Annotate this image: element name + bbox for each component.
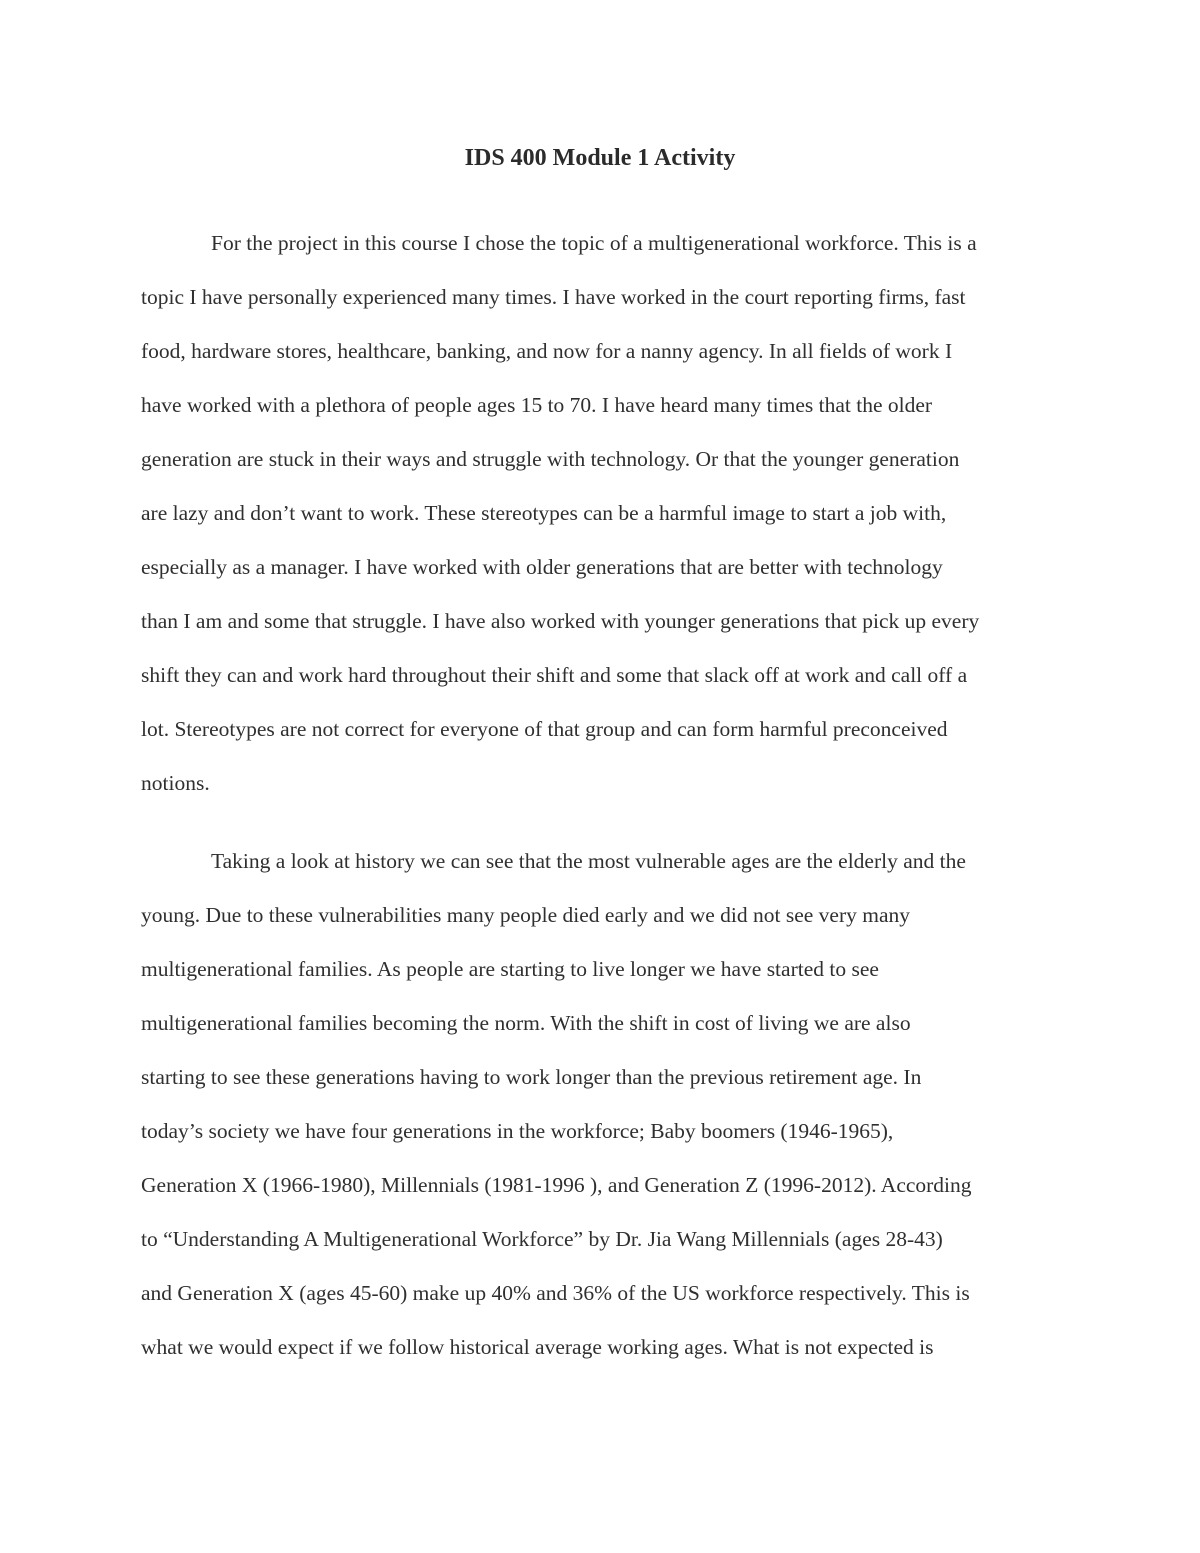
paragraph-1-line-11: notions. [141,771,210,795]
paragraph-2-line-1: Taking a look at history we can see that the most vulnerable ages are the elderly and the [211,849,966,873]
paragraph-2-line-5: starting to see these generations having to work longer than the previous retirement age. In [141,1065,922,1089]
paragraph-1-line-9: shift they can and work hard throughout their shift and some that slack off at work and call off a [141,663,968,687]
paragraph-1-line-4: have worked with a plethora of people ages 15 to 70. I have heard many times that the older [141,393,933,417]
paragraph-1-line-7: especially as a manager. I have worked with older generations that are better with technology [141,555,943,579]
paragraph-1-line-10: lot. Stereotypes are not correct for everyone of that group and can form harmful preconceived [141,717,948,741]
document-title: IDS 400 Module 1 Activity [464,145,736,171]
paragraph-1-line-8: than I am and some that struggle. I have also worked with younger generations that pick up every [141,609,980,633]
paragraph-2-line-9: and Generation X (ages 45-60) make up 40% and 36% of the US workforce respectively. This is [141,1281,970,1305]
paragraph-2-line-6: today’s society we have four generations in the workforce; Baby boomers (1946-1965), [141,1119,894,1143]
paragraph-1-line-2: topic I have personally experienced many times. I have worked in the court reporting firms, fast [141,285,966,309]
paragraph-1-line-6: are lazy and don’t want to work. These stereotypes can be a harmful image to start a job with, [141,501,947,525]
paragraph-1-line-5: generation are stuck in their ways and struggle with technology. Or that the younger generation [141,447,960,471]
paragraph-2-line-4: multigenerational families becoming the norm. With the shift in cost of living we are also [141,1011,911,1035]
paragraph-2-line-2: young. Due to these vulnerabilities many people died early and we did not see very many [141,903,911,927]
paragraph-2-line-10: what we would expect if we follow historical average working ages. What is not expected is [141,1335,934,1359]
paragraph-1-line-3: food, hardware stores, healthcare, banking, and now for a nanny agency. In all fields of work I [141,339,953,363]
paragraph-1-line-1: For the project in this course I chose the topic of a multigenerational workforce. This is a [211,231,977,255]
paragraph-2-line-8: to “Understanding A Multigenerational Workforce” by Dr. Jia Wang Millennials (ages 28-43) [141,1227,943,1251]
paragraph-2-line-7: Generation X (1966-1980), Millennials (1981-1996 ), and Generation Z (1996-2012). According [141,1173,972,1197]
paragraph-2-line-3: multigenerational families. As people are starting to live longer we have started to see [141,957,879,981]
